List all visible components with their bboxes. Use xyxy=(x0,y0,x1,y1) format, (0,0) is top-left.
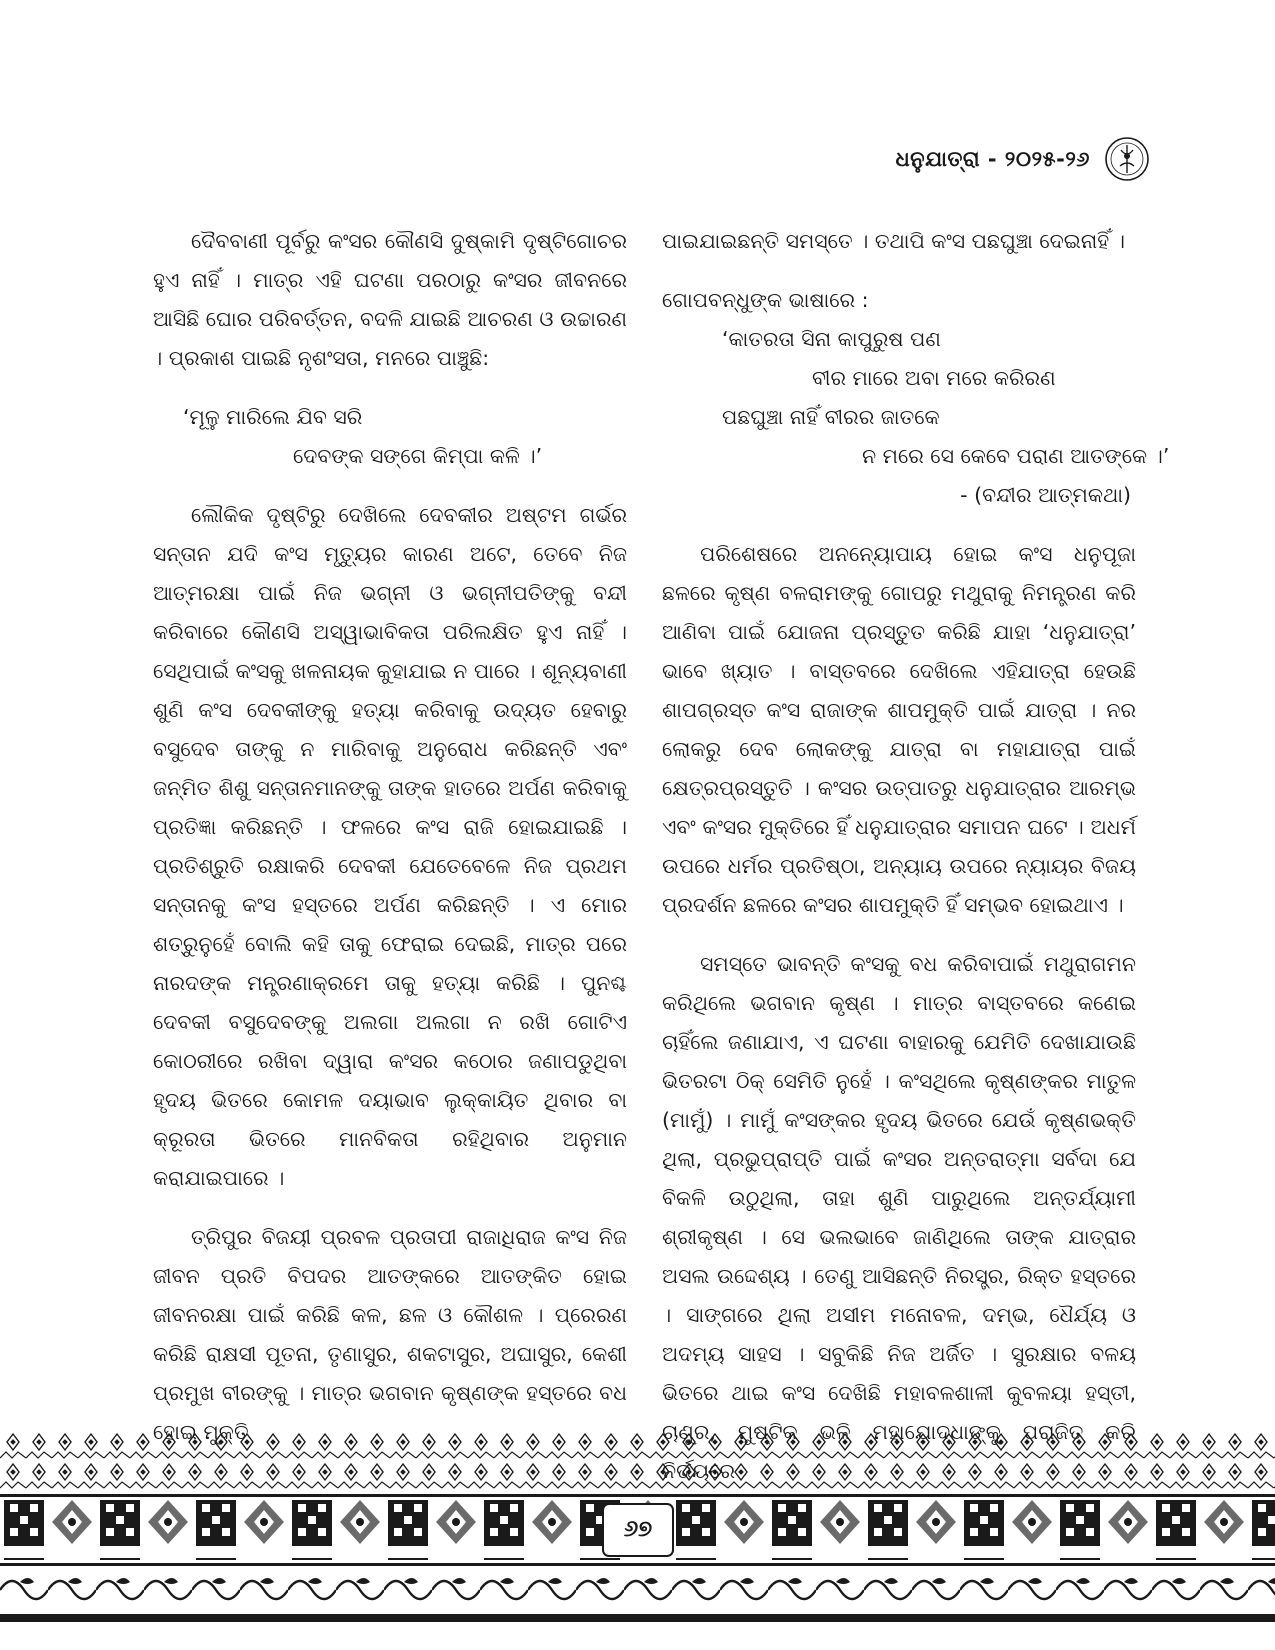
verse-block xyxy=(662,320,1170,515)
verse-line: ବୀର ମାରେ ଅବା ମରେ କରିରଣ xyxy=(812,366,1056,390)
header-title: ଧନୁଯାତ୍ରା - ୨୦୨୫-୨୬ xyxy=(895,146,1090,171)
verse-line: ପଛଘୁଞ୍ଚା ନାହିଁ ବୀରର ଜାତକେ xyxy=(722,405,940,429)
paragraph: ସମସ୍ତେ ଭାବନ୍ତି କଂସକୁ ବଧ କରିବାପାଇଁ ମଥୁରାଗମନ କରିଥିଲେ ଭଗବାନ କୃଷ୍ଣ । ମାତ୍ର ବାସ୍ତବରେ କଣେଇ ଚାହିଁଲେ ଜଣାଯାଏ, ଏ ଘଟଣା ବାହାରକୁ ଯେମିତି ଦେଖାଯାଉଛି ଭିତରଟା ଠିକ୍ ସେମିତି ନୁହେଁ । କଂସଥିଲେ କୃଷ୍ଣଙ୍କର ମାତୁଳ (ମାମୁଁ) । ମାମୁଁ କଂସଙ୍କର ହୃଦୟ ଭିତରେ ଯେଉଁ କୃଷ୍ଣଭକ୍ତି ଥିଲା, ପ୍ରଭୁପ୍ରାପ୍ତି ପାଇଁ କଂସର ଅନ୍ତରାତ୍ମା ସର୍ବଦା ଯେ ବିକଳି ଉଠୁଥିଲା, ତାହା ଶୁଣି ପାରୁଥିଲେ ଅନ୍ତର୍ଯ୍ୟାମୀ ଶ୍ରୀକୃଷ୍ଣ । ସେ ଭଲଭାବେ ଜାଣିଥିଲେ ତାଙ୍କ ଯାତ୍ରାର ଅସଲ ଉଦ୍ଦେଶ୍ୟ । ତେଣୁ ଆସିଛନ୍ତି ନିରସ୍ତ୍ର, ରିକ୍ତ ହସ୍ତରେ । ସାଙ୍ଗରେ ଥିଲା ଅସୀମ ମନୋବଳ, ଦମ୍ଭ, ଧୈର୍ଯ୍ୟ ଓ ଅଦମ୍ୟ ସାହସ । ସବୁକିଛି ନିଜ ଅର୍ଜିତ । ସୁରକ୍ଷାର ବଳୟ ଭିତରେ ଥାଇ କଂସ ଦେଖିଛି ମହାବଳଶାଳୀ କୁବଳୟା ହସ୍ତୀ, xyxy=(662,952,1136,1405)
emblem-icon xyxy=(1104,136,1150,182)
verse-block xyxy=(153,398,627,476)
running-header xyxy=(895,136,1150,182)
paragraph: ତ୍ରିପୁର ବିଜୟୀ ପ୍ରବଳ ପ୍ରତାପୀ ରାଜାଧିରାଜ କଂସ ନିଜ ଜୀବନ ପ୍ରତି ବିପଦର ଆତଙ୍କରେ ଆତଙ୍କିତ ହୋଇ ଜୀବନରକ୍ଷା ପାଇଁ କରିଛି କଳ, ଛଳ ଓ କୌଶଳ । ପ୍ରେରଣ କରିଛି ରାକ୍ଷସୀ ପୂତନା, ତୃଣାସୁର, ଶକଟାସୁର, ଅଘାସୁର, କେଶୀ ପ୍ରମୁଖ ବୀରଙ୍କୁ । ମାତ୍ର ଭଗବାନ କୃଷ୍ଣଙ୍କ ହସ୍ତରେ ବଧ xyxy=(153,1225,627,1405)
verse-line: ‘କାତରତା ସିନା କାପୁରୁଷ ପଣ xyxy=(722,327,941,351)
paragraph: ଦୈବବାଣୀ ପୂର୍ବରୁ କଂସର କୌଣସି ଦୁଷ୍କାମି ଦୃଷ୍ଟିଗୋଚର ହୁଏ ନାହିଁ । ମାତ୍ର ଏହି ଘଟଣା ପରଠାରୁ କଂସର ଜୀବନରେ ଆସିଛି ଘୋର ପରିବର୍ତ୍ତନ, ବଦଳି ଯାଇଛି ଆଚରଣ ଓ ଉଚ୍ଚାରଣ । ପ୍ରକାଶ ପାଇଛି ନୃଶଂସତା, ମନରେ ପାଞ୍ଚୁଛି: xyxy=(153,229,627,370)
paragraph: ପରିଶେଷରେ ଅନନ୍ୟୋପାୟ ହୋଇ କଂସ ଧନୁପୂଜା ଛଳରେ କୃଷ୍ଣ ବଳରାମଙ୍କୁ ଗୋପରୁ ମଥୁରାକୁ ନିମନ୍ତ୍ରଣ କରି ଆଣିବା ପାଇଁ ଯୋଜନା ପ୍ରସ୍ତୁତ କରିଛି ଯାହା ‘ଧନୁଯାତ୍ରା’ ଭାବେ ଖ୍ୟାତ । ବାସ୍ତବରେ ଦେଖିଲେ ଏହିଯାତ୍ରା ହେଉଛି ଶାପଗ୍ରସ୍ତ କଂସ ରାଜାଙ୍କ ଶାପମୁକ୍ତି ପାଇଁ ଯାତ୍ରା । ନର ଲୋକରୁ ଦେବ ଲୋକଙ୍କୁ ଯାତ୍ରା ବା ମହାଯାତ୍ରା ପାଇଁ କ୍ଷେତ୍ରପ୍ରସ୍ତୁତି । କଂସର ଉତ୍ପାତରୁ ଧନୁଯାତ୍ରାର ଆରମ୍ଭ ଏବଂ କଂସର ମୁକ୍ତିରେ ହିଁ ଧନୁଯାତ୍ରାର ସମାପନ ଘଟେ । ଅଧର୍ମ ଉପରେ ଧର୍ମର ପ୍ରତିଷ୍ଠା, ଅନ୍ୟାୟ ଉପରେ ନ୍ୟାୟର ବିଜୟ ପ୍ରଦର୍ଶନ ଛଳରେ କଂସର ଶାପମୁକ୍ତି ହିଁ ସମ୍ଭବ ହୋଇଥାଏ । xyxy=(662,542,1136,917)
verse-line: ‘ମୂଳୁ ମାରିଲେ ଯିବ ସରି xyxy=(183,405,363,429)
paragraph: ପାଇଯାଇଛନ୍ତି ସମସ୍ତେ । ତଥାପି କଂସ ପଛଘୁଞ୍ଚା ଦେଇନାହିଁ । xyxy=(662,229,1125,253)
left-column xyxy=(153,222,627,1472)
page-number: ୬୭ xyxy=(623,1516,653,1542)
verse-source: - (ବନ୍ଦୀର ଆତ୍ମକଥା) xyxy=(960,483,1131,507)
verse-line: ଦେବଙ୍କ ସଙ୍ଗେ କିମ୍ପା କଳି ।’ xyxy=(293,444,543,468)
right-column xyxy=(662,222,1170,1511)
paragraph: ଲୌକିକ ଦୃଷ୍ଟିରୁ ଦେଖିଲେ ଦେବକୀର ଅଷ୍ଟମ ଗର୍ଭର ସନ୍ତାନ ଯଦି କଂସ ମୃତ୍ୟୁର କାରଣ ଅଟେ, ତେବେ ନିଜ ଆତ୍ମରକ୍ଷା ପାଇଁ ନିଜ ଭଗ୍ନୀ ଓ ଭଗ୍ନୀପତିଙ୍କୁ ବନ୍ଦୀ କରିବାରେ କୌଣସି ଅସ୍ୱାଭାବିକତା ପରିଲକ୍ଷିତ ହୁଏ ନାହିଁ । ସେଥିପାଇଁ କଂସକୁ ଖଳନାୟକ କୁହାଯାଇ ନ ପାରେ । ଶୂନ୍ୟବାଣୀ ଶୁଣି କଂସ ଦେବକୀଙ୍କୁ ହତ୍ୟା କରିବାକୁ ଉଦ୍ୟତ ହେବାରୁ ବସୁଦେବ ତାଙ୍କୁ ନ ମାରିବାକୁ ଅନୁରୋଧ କରିଛନ୍ତି ଏବଂ ଜନ୍ମିତ ଶିଶୁ ସନ୍ତାନମାନଙ୍କୁ ତାଙ୍କ ହାତରେ ଅର୍ପଣ କରିବାକୁ ପ୍ରତିଜ୍ଞା କରିଛନ୍ତି । ଫଳରେ କଂସ ରାଜି ହୋଇଯାଇଛି । ପ୍ରତିଶ୍ରୁତି ରକ୍ଷାକରି ଦେବକୀ ଯେତେବେଳେ ନିଜ ପ୍ରଥମ ସନ୍ତାନକୁ କଂସ ହସ୍ତରେ ଅର୍ପଣ କରିଛନ୍ତି । ଏ ମୋର ଶତ୍ରୁନୁହେଁ ବୋଲି କହି ତାକୁ ଫେରାଇ ଦେଇଛି, ମାତ୍ର ପରେ ନାରଦଙ୍କ ମନ୍ତ୍ରଣାକ୍ରମେ ତାକୁ ହତ୍ୟା କରିଛି । ପୁନଶ୍ଚ ଦେବକୀ ବସୁଦେବଙ୍କୁ ଅଲଗା ଅଲଗା ନ ରଖି ଗୋଟିଏ କୋଠରୀରେ ରଖିବା ଦ୍ୱାରା କଂସର କଠୋର ଜଣାପଡୁଥିବା ହୃଦୟ ଭିତରେ କୋମଳ ଦୟାଭାବ ଲୁକ୍କାୟିତ ଥିବାର ବା କ୍ରୂରତା ଭିତରେ ମାନବିକତା ରହିଥିବାର ଅନୁମାନ କରାଯାଇପାରେ । xyxy=(153,503,627,1190)
quote-intro: ଗୋପବନ୍ଧୁଙ୍କ ଭାଷାରେ : xyxy=(662,288,869,312)
verse-line: ନ ମରେ ସେ କେବେ ପରାଣ ଆତଙ୍କେ ।’ xyxy=(862,444,1170,468)
